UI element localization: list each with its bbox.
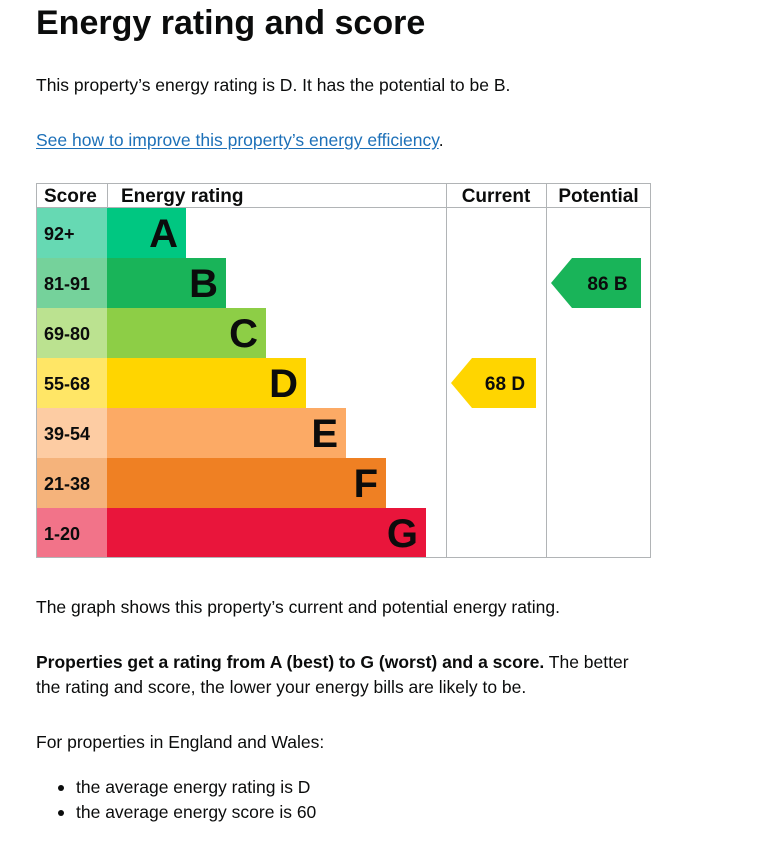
ratings-explanation-line1 [36, 650, 629, 675]
score-label-d: 55-68 [44, 374, 91, 394]
header-potential: Potential [558, 186, 639, 207]
rating-letter-e: E [311, 412, 338, 456]
rating-letter-c: C [229, 312, 258, 356]
current-rating-arrow-label: 68 D [484, 374, 526, 395]
improve-link-line [36, 128, 444, 153]
rating-bar-e [107, 408, 346, 458]
header-current: Current [461, 186, 531, 207]
score-label-c: 69-80 [44, 324, 91, 344]
ratings-explanation-bold: Properties get a rating from A (best) to G (worst) and a score. [36, 652, 545, 672]
ratings-explanation-line2: the rating and score, the lower your energy bills are likely to be. [36, 677, 527, 697]
average-score-item: the average energy score is 60 [36, 800, 316, 825]
rating-letter-b: B [189, 262, 218, 306]
averages-list [36, 775, 316, 825]
rating-bar-f [107, 458, 386, 508]
energy-rating-chart [36, 183, 652, 559]
page-heading: Energy rating and score [36, 4, 426, 42]
score-label-b: 81-91 [44, 274, 91, 294]
score-label-f: 21-38 [44, 474, 91, 494]
rating-summary: This property’s energy rating is D. It has the potential to be B. [36, 75, 511, 95]
score-label-e: 39-54 [44, 424, 91, 444]
rating-letter-d: D [269, 362, 298, 406]
improve-efficiency-link[interactable]: See how to improve this property’s energy efficiency [36, 130, 439, 150]
score-label-a: 92+ [44, 224, 75, 244]
potential-rating-arrow-label: 86 B [587, 274, 628, 295]
averages-intro: For properties in England and Wales: [36, 732, 325, 752]
link-suffix: . [438, 130, 444, 150]
header-score: Score [44, 186, 97, 207]
rating-letter-g: G [386, 512, 418, 556]
header-energy-rating: Energy rating [121, 186, 244, 207]
ratings-explanation-rest: The better [544, 652, 629, 672]
rating-letter-a: A [149, 212, 178, 256]
rating-letter-f: F [353, 462, 378, 506]
score-label-g: 1-20 [44, 524, 81, 544]
average-rating-item: the average energy rating is D [36, 775, 316, 800]
graph-description: The graph shows this property’s current and potential energy rating. [36, 597, 561, 617]
rating-bar-g [107, 508, 426, 558]
